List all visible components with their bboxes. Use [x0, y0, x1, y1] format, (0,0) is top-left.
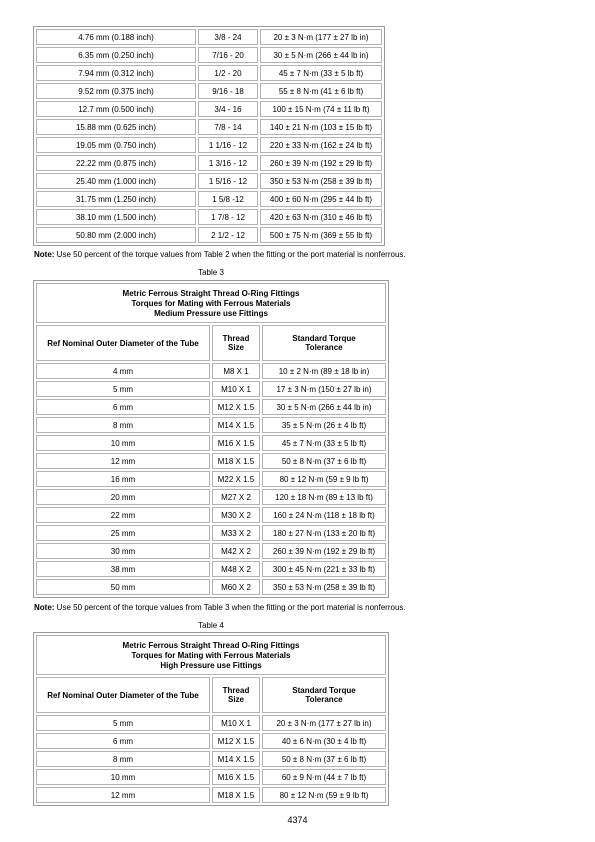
table-row [36, 751, 386, 767]
table-cell: 25.40 mm (1.000 inch) [36, 173, 196, 189]
table-cell: 7.94 mm (0.312 inch) [36, 65, 196, 81]
table-cell: M10 X 1 [212, 715, 260, 731]
note-label: Note: [34, 250, 55, 259]
table-row [36, 489, 386, 505]
table-cell: 4.76 mm (0.188 inch) [36, 29, 196, 45]
table-cell: M33 X 2 [212, 525, 260, 541]
table-row [36, 561, 386, 577]
table-title-line: Metric Ferrous Straight Thread O-Ring Fittings [122, 288, 300, 298]
table-row [36, 435, 386, 451]
column-header-tube-diameter: Ref Nominal Outer Diameter of the Tube [36, 325, 210, 361]
table-cell: 50.80 mm (2.000 inch) [36, 227, 196, 243]
table-cell: 3/4 - 16 [198, 101, 258, 117]
table-cell: M22 X 1.5 [212, 471, 260, 487]
table-cell: 2 1/2 - 12 [198, 227, 258, 243]
table-cell: M16 X 1.5 [212, 435, 260, 451]
table-cell: 6 mm [36, 399, 210, 415]
table-cell: 8 mm [36, 417, 210, 433]
table-row [36, 137, 382, 153]
table-cell: M18 X 1.5 [212, 453, 260, 469]
table-cell: M30 X 2 [212, 507, 260, 523]
table-cell: 80 ± 12 N·m (59 ± 9 lb ft) [262, 787, 386, 803]
table-cell: M14 X 1.5 [212, 417, 260, 433]
table-cell: 400 ± 60 N·m (295 ± 44 lb ft) [260, 191, 382, 207]
table-cell: M16 X 1.5 [212, 769, 260, 785]
table-cell: 30 mm [36, 543, 210, 559]
table-cell: 1 1/16 - 12 [198, 137, 258, 153]
table-cell: M60 X 2 [212, 579, 260, 595]
table-cell: 50 ± 8 N·m (37 ± 6 lb ft) [262, 751, 386, 767]
table-cell: M10 X 1 [212, 381, 260, 397]
table-4-caption: Table 4 [198, 621, 224, 630]
table-row [36, 417, 386, 433]
column-header-thread-size: Thread Size [212, 325, 260, 361]
table-cell: 120 ± 18 N·m (89 ± 13 lb ft) [262, 489, 386, 505]
table-cell: 350 ± 53 N·m (258 ± 39 lb ft) [262, 579, 386, 595]
torque-table-2-continued [33, 26, 385, 246]
table-row [36, 769, 386, 785]
table-cell: M42 X 2 [212, 543, 260, 559]
table-cell: 22 mm [36, 507, 210, 523]
table-cell: 1 5/16 - 12 [198, 173, 258, 189]
table-row [36, 173, 382, 189]
table-row [36, 453, 386, 469]
table-row [36, 83, 382, 99]
table-cell: 1 3/16 - 12 [198, 155, 258, 171]
table-cell: 50 mm [36, 579, 210, 595]
table-row [36, 119, 382, 135]
page-number: 4374 [287, 815, 308, 825]
table-cell: 17 ± 3 N·m (150 ± 27 lb in) [262, 381, 386, 397]
table-title-line: Torques for Mating with Ferrous Materials [131, 298, 291, 308]
table-cell: M14 X 1.5 [212, 751, 260, 767]
table-cell: 15.88 mm (0.625 inch) [36, 119, 196, 135]
note-table-3 [34, 603, 406, 612]
table-row [36, 101, 382, 117]
note-text: Use 50 percent of the torque values from Table 3 when the fitting or the port material is nonferrous. [54, 603, 406, 612]
table-cell: 12 mm [36, 787, 210, 803]
table-cell: M8 X 1 [212, 363, 260, 379]
table-cell: 5 mm [36, 715, 210, 731]
table-cell: 1 5/8 -12 [198, 191, 258, 207]
table-body [36, 363, 386, 595]
table-row [36, 715, 386, 731]
table-row [36, 155, 382, 171]
table-cell: 8 mm [36, 751, 210, 767]
table-cell: 31.75 mm (1.250 inch) [36, 191, 196, 207]
table-row [36, 47, 382, 63]
table-cell: 20 mm [36, 489, 210, 505]
table-cell: M12 X 1.5 [212, 399, 260, 415]
table-cell: 5 mm [36, 381, 210, 397]
table-cell: 22.22 mm (0.875 inch) [36, 155, 196, 171]
table-cell: 260 ± 39 N·m (192 ± 29 lb ft) [262, 543, 386, 559]
table-row [36, 787, 386, 803]
table-cell: 50 ± 8 N·m (37 ± 6 lb ft) [262, 453, 386, 469]
table-cell: 7/16 - 20 [198, 47, 258, 63]
table-cell: 19.05 mm (0.750 inch) [36, 137, 196, 153]
table-cell: 1 7/8 - 12 [198, 209, 258, 225]
table-title-line: High Pressure use Fittings [160, 660, 262, 670]
table-cell: 10 mm [36, 769, 210, 785]
table-cell: 80 ± 12 N·m (59 ± 9 lb ft) [262, 471, 386, 487]
table-cell: 10 mm [36, 435, 210, 451]
table-cell: 12 mm [36, 453, 210, 469]
table-cell: M27 X 2 [212, 489, 260, 505]
table-cell: 40 ± 6 N·m (30 ± 4 lb ft) [262, 733, 386, 749]
table-cell: 100 ± 15 N·m (74 ± 11 lb ft) [260, 101, 382, 117]
table-row [36, 733, 386, 749]
torque-table-3 [33, 280, 389, 598]
table-cell: 45 ± 7 N·m (33 ± 5 lb ft) [260, 65, 382, 81]
table-body [36, 715, 386, 803]
table-cell: 16 mm [36, 471, 210, 487]
table-cell: 300 ± 45 N·m (221 ± 33 lb ft) [262, 561, 386, 577]
table-cell: 160 ± 24 N·m (118 ± 18 lb ft) [262, 507, 386, 523]
table-row [36, 209, 382, 225]
table-cell: 6.35 mm (0.250 inch) [36, 47, 196, 63]
table-cell: 350 ± 53 N·m (258 ± 39 lb ft) [260, 173, 382, 189]
table-3-title [36, 283, 386, 323]
table-cell: 4 mm [36, 363, 210, 379]
table-3-caption: Table 3 [198, 268, 224, 277]
table-cell: 7/8 - 14 [198, 119, 258, 135]
table-cell: 35 ± 5 N·m (26 ± 4 lb ft) [262, 417, 386, 433]
table-cell: 25 mm [36, 525, 210, 541]
table-row [36, 363, 386, 379]
table-cell: M48 X 2 [212, 561, 260, 577]
note-text: Use 50 percent of the torque values from Table 2 when the fitting or the port material is nonferrous. [54, 250, 406, 259]
table-row [36, 543, 386, 559]
table-cell: 6 mm [36, 733, 210, 749]
table-cell: 55 ± 8 N·m (41 ± 6 lb ft) [260, 83, 382, 99]
table-cell: 180 ± 27 N·m (133 ± 20 lb ft) [262, 525, 386, 541]
torque-table-4 [33, 632, 389, 806]
note-label: Note: [34, 603, 55, 612]
table-cell: 38 mm [36, 561, 210, 577]
table-cell: 3/8 - 24 [198, 29, 258, 45]
table-row [36, 525, 386, 541]
table-row [36, 507, 386, 523]
table-title-line: Metric Ferrous Straight Thread O-Ring Fittings [122, 640, 300, 650]
table-cell: 20 ± 3 N·m (177 ± 27 lb in) [260, 29, 382, 45]
table-body [36, 29, 382, 243]
table-cell: 12.7 mm (0.500 inch) [36, 101, 196, 117]
column-header-torque: Standard Torque Tolerance [262, 677, 386, 713]
table-cell: 140 ± 21 N·m (103 ± 15 lb ft) [260, 119, 382, 135]
table-cell: 9.52 mm (0.375 inch) [36, 83, 196, 99]
table-cell: 60 ± 9 N·m (44 ± 7 lb ft) [262, 769, 386, 785]
table-title-line: Torques for Mating with Ferrous Materials [131, 650, 291, 660]
table-cell: 220 ± 33 N·m (162 ± 24 lb ft) [260, 137, 382, 153]
table-cell: 20 ± 3 N·m (177 ± 27 lb in) [262, 715, 386, 731]
table-cell: M18 X 1.5 [212, 787, 260, 803]
table-cell: 45 ± 7 N·m (33 ± 5 lb ft) [262, 435, 386, 451]
table-row [36, 191, 382, 207]
table-cell: 10 ± 2 N·m (89 ± 18 lb in) [262, 363, 386, 379]
column-header-thread-size: Thread Size [212, 677, 260, 713]
table-title-line: Medium Pressure use Fittings [154, 308, 268, 318]
table-cell: 30 ± 5 N·m (266 ± 44 lb in) [262, 399, 386, 415]
table-cell: 420 ± 63 N·m (310 ± 46 lb ft) [260, 209, 382, 225]
table-row [36, 471, 386, 487]
table-cell: 30 ± 5 N·m (266 ± 44 lb in) [260, 47, 382, 63]
table-4-title [36, 635, 386, 675]
note-table-2 [34, 250, 406, 259]
table-row [36, 65, 382, 81]
table-cell: M12 X 1.5 [212, 733, 260, 749]
table-cell: 260 ± 39 N·m (192 ± 29 lb ft) [260, 155, 382, 171]
table-row [36, 227, 382, 243]
table-cell: 38.10 mm (1.500 inch) [36, 209, 196, 225]
table-row [36, 399, 386, 415]
table-cell: 500 ± 75 N·m (369 ± 55 lb ft) [260, 227, 382, 243]
table-row [36, 381, 386, 397]
table-row [36, 29, 382, 45]
column-header-torque: Standard Torque Tolerance [262, 325, 386, 361]
table-cell: 1/2 - 20 [198, 65, 258, 81]
column-header-tube-diameter: Ref Nominal Outer Diameter of the Tube [36, 677, 210, 713]
table-row [36, 579, 386, 595]
table-cell: 9/16 - 18 [198, 83, 258, 99]
